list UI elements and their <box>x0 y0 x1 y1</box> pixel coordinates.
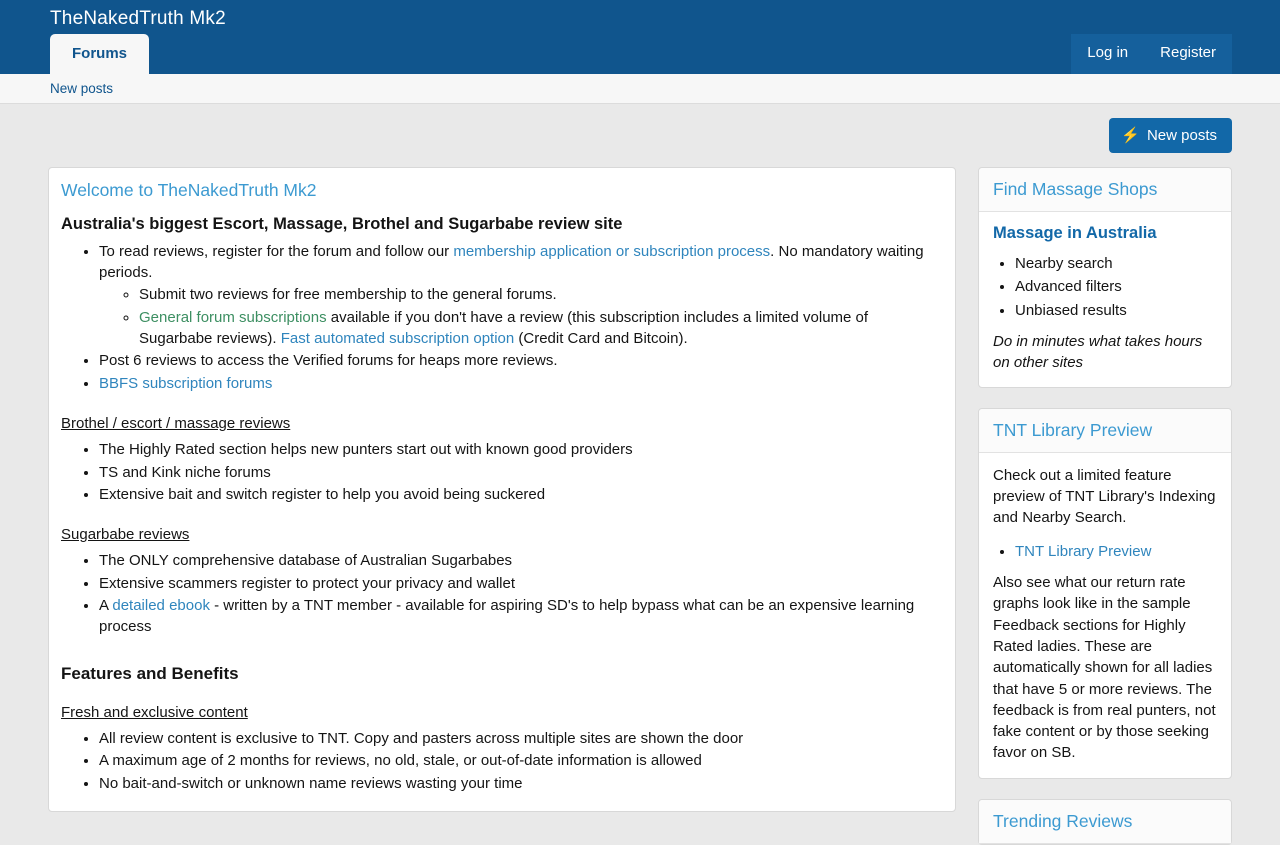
section-heading-reviews: Brothel / escort / massage reviews <box>61 414 291 432</box>
content-columns <box>48 167 1232 845</box>
tab-forums[interactable]: Forums <box>50 34 149 74</box>
list-item: • A maximum age of 2 months for reviews, no old, stale, or out-of-date information is allowed <box>99 751 943 772</box>
list-item <box>99 374 943 395</box>
reviews-list <box>61 440 943 506</box>
ebook-text-b: - written by a TNT member - available for aspiring SD's to help bypass what can be an expensive learning process <box>99 597 915 635</box>
page-toolbar <box>48 104 1232 153</box>
ebook-text-a: A <box>99 597 113 615</box>
welcome-panel <box>48 167 956 812</box>
list-item: • Extensive bait and switch register to help you avoid being suckered <box>99 485 943 506</box>
features-heading: Features and Benefits <box>61 663 239 683</box>
list-item: • The Highly Rated section helps new punters start out with known good providers <box>99 440 943 461</box>
massage-in-australia-heading: Massage in Australia <box>993 224 1157 242</box>
intro-text-1a: To read reviews, register for the forum and follow our <box>99 243 454 260</box>
section-heading-sugarbabe: Sugarbabe reviews <box>61 525 190 543</box>
sidebar <box>978 167 1232 845</box>
sugarbabe-list <box>61 551 943 638</box>
welcome-article <box>49 215 955 795</box>
list-item: • Post 6 reviews to access the Verified forums for heaps more reviews. <box>99 351 943 372</box>
tnt-library-para-1: Check out a limited feature preview of TNT Library's Indexing and Nearby Search. <box>993 466 1216 527</box>
primary-nav <box>50 34 149 74</box>
auth-links <box>1071 34 1232 74</box>
trending-reviews-card <box>978 799 1232 845</box>
site-title: TheNakedTruth Mk2 <box>50 8 226 29</box>
page-title: Welcome to TheNakedTruth Mk2 <box>61 180 317 200</box>
tnt-library-para-2: Also see what our return rate graphs look like in the sample Feedback sections for Highly Rated ladies. These are automatically shown for all ladies that have 5 or more reviews. The feedback is from real punters, not fake content or by those seeking favor on SB. <box>993 574 1216 762</box>
list-item <box>99 242 943 349</box>
list-item <box>99 596 943 637</box>
login-link[interactable]: Log in <box>1071 34 1144 74</box>
detailed-ebook-link[interactable]: detailed ebook <box>112 597 210 615</box>
membership-process-link[interactable]: membership application or subscription process <box>453 243 771 260</box>
list-item <box>1015 541 1217 562</box>
find-massage-header: Find Massage Shops <box>979 168 1231 212</box>
list-item <box>139 308 943 349</box>
fresh-content-list <box>61 729 943 795</box>
list-item: • Extensive scammers register to protect your privacy and wallet <box>99 574 943 595</box>
general-forum-subscriptions-link[interactable]: General forum subscriptions <box>139 309 327 327</box>
new-posts-button[interactable] <box>1109 118 1232 153</box>
tnt-library-body <box>979 453 1231 778</box>
list-item: • No bait-and-switch or unknown name reviews wasting your time <box>99 774 943 795</box>
list-item: • All review content is exclusive to TNT. Copy and pasters across multiple sites are shown the door <box>99 729 943 750</box>
nav-new-posts[interactable]: New posts <box>50 81 114 96</box>
tnt-library-header: TNT Library Preview <box>979 409 1231 453</box>
list-item: ◦ Submit two reviews for free membership to the general forums. <box>139 285 943 306</box>
fast-subscription-link[interactable]: Fast automated subscription option <box>280 329 515 347</box>
find-massage-card <box>978 167 1232 388</box>
bolt-icon: ⚡ <box>1121 127 1140 144</box>
list-item: • The ONLY comprehensive database of Australian Sugarbabes <box>99 551 943 572</box>
tnt-library-link-list <box>993 541 1217 562</box>
bbfs-subscription-link[interactable]: BBFS subscription forums <box>99 375 273 393</box>
trending-reviews-header: Trending Reviews <box>979 800 1231 844</box>
tnt-library-card <box>978 408 1232 779</box>
intro-text-2b: (Credit Card and Bitcoin). <box>514 329 688 347</box>
register-link[interactable]: Register <box>1144 34 1232 74</box>
section-heading-fresh-content: Fresh and exclusive content <box>61 703 248 721</box>
find-massage-body <box>979 212 1231 387</box>
intro-list <box>61 242 943 395</box>
list-item: • Nearby search <box>1015 253 1217 274</box>
new-posts-button-label: New posts <box>1146 127 1217 144</box>
site-subtitle: Australia's biggest Escort, Massage, Brothel and Sugarbabe review site <box>61 215 623 233</box>
massage-note: Do in minutes what takes hours on other sites <box>993 332 1203 371</box>
site-header <box>0 0 1280 74</box>
tnt-library-preview-link[interactable]: TNT Library Preview <box>1015 542 1152 560</box>
intro-text-2a: available if you don't have a review (this subscription includes a limited volume of Sugarbabe reviews). <box>139 309 869 347</box>
massage-feature-list <box>993 253 1217 321</box>
list-item: • Advanced filters <box>1015 276 1217 297</box>
page-body <box>0 104 1280 845</box>
list-item: • TS and Kink niche forums <box>99 463 943 484</box>
secondary-nav <box>0 74 1280 104</box>
list-item: • Unbiased results <box>1015 300 1217 321</box>
intro-text-1b: . No mandatory waiting periods. <box>99 243 924 281</box>
intro-sublist <box>99 285 943 349</box>
